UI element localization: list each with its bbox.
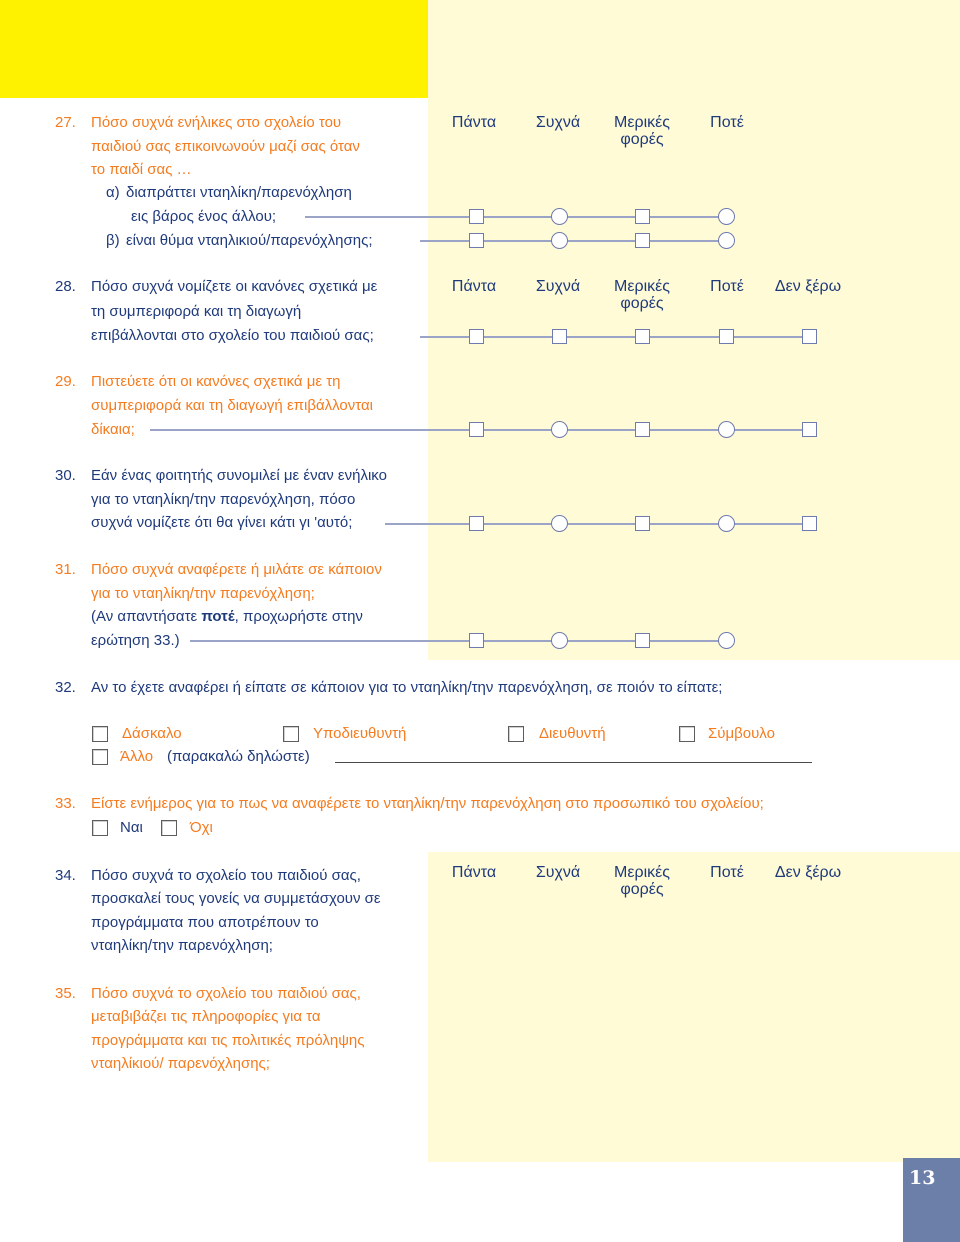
q29-sometimes-box[interactable] (635, 422, 650, 437)
vice-principal-option-label: Υποδιευθυντή (313, 725, 407, 742)
q31-never-circle[interactable] (718, 632, 735, 649)
question-31-skip-note: ερώτηση 33.) (91, 632, 180, 650)
q28-always-box[interactable] (469, 329, 484, 344)
scale-header-always: Πάντα (451, 278, 497, 295)
q27a-often-circle[interactable] (551, 208, 568, 225)
q31-often-circle[interactable] (551, 632, 568, 649)
q29-often-circle[interactable] (551, 421, 568, 438)
answer-leader-line (385, 523, 810, 525)
scale-header-never: Ποτέ (710, 278, 744, 295)
question-35-number: 35. (55, 985, 76, 1002)
question-32-text: Αν το έχετε αναφέρει ή είπατε σε κάποιον για το νταηλίκη/την παρενόχληση, σε ποιόν το είπατε; (91, 679, 723, 696)
q30-dont-know-box[interactable] (802, 516, 817, 531)
question-31-line: για το νταηλίκη/την παρενόχληση; (91, 584, 315, 602)
q27a-always-box[interactable] (469, 209, 484, 224)
question-27-line: παιδιού σας επικοινωνούν μαζί σας όταν (91, 137, 360, 155)
q31-always-box[interactable] (469, 633, 484, 648)
question-35-text (91, 982, 365, 1075)
question-34-line: νταηλίκη/την παρενόχληση; (91, 937, 273, 955)
yes-option-label: Ναι (120, 819, 143, 836)
question-30-line: για το νταηλίκη/την παρενόχληση, πόσο (91, 490, 356, 508)
question-34-text (91, 864, 381, 958)
skip-note-emphasis: ποτέ (201, 608, 235, 626)
teacher-option-label: Δάσκαλο (122, 725, 182, 742)
q27b-sometimes-box[interactable] (635, 233, 650, 248)
scale-header-sometimes-line: φορές (620, 131, 664, 148)
skip-note-text: (Αν απαντήσατε (91, 608, 198, 626)
q30-often-circle[interactable] (551, 515, 568, 532)
scale-header-sometimes (597, 864, 687, 898)
question-28-line: επιβάλλονται στο σχολείο του παιδιού σας; (91, 327, 374, 344)
q28-dont-know-box[interactable] (802, 329, 817, 344)
question-29-line: δίκαια; (91, 421, 135, 438)
scale-header-sometimes-line: Μερικές (614, 864, 670, 881)
principal-checkbox[interactable] (508, 726, 524, 742)
q30-always-box[interactable] (469, 516, 484, 531)
other-checkbox[interactable] (92, 749, 108, 765)
scale-header-sometimes (597, 278, 687, 312)
question-29-text (91, 370, 373, 442)
answer-column-background-top (428, 0, 960, 660)
question-33-number: 33. (55, 795, 76, 812)
question-32-number: 32. (55, 679, 76, 696)
question-35-line: Πόσο συχνά το σχολείο του παιδιού σας, (91, 985, 361, 1002)
scale-header-sometimes (597, 114, 687, 148)
principal-option-label: Διευθυντή (539, 725, 606, 742)
scale-header-dont-know: Δεν ξέρω (774, 864, 842, 881)
question-35-line: νταηλίκιού/ παρενόχλησης; (91, 1054, 270, 1072)
other-specify-hint: (παρακαλώ δηλώστε) (167, 748, 310, 765)
question-27b-text: είναι θύμα νταηλικιού/παρενόχλησης; (126, 232, 373, 249)
question-31-skip-note (91, 605, 382, 629)
answer-leader-line (305, 216, 727, 218)
question-28-number: 28. (55, 278, 76, 295)
q30-sometimes-box[interactable] (635, 516, 650, 531)
question-34-line: προγράμματα που αποτρέπουν το (91, 913, 319, 931)
question-27-line: το παιδί σας … (91, 161, 192, 179)
question-28-line: Πόσο συχνά νομίζετε οι κανόνες σχετικά με (91, 278, 378, 295)
no-option-label: Όχι (190, 819, 213, 836)
question-27a-text: εις βάρος ένος άλλου; (131, 208, 277, 225)
scale-header-never: Ποτέ (710, 114, 744, 131)
question-33-text: Είστε ενήμερος για το πως να αναφέρετε το νταηλίκη/την παρενόχληση στο προσωπικό του σχολείου; (91, 795, 764, 812)
question-35-line: μεταβιβάζει τις πληροφορίες για τα (91, 1008, 321, 1026)
question-30-number: 30. (55, 467, 76, 484)
counselor-checkbox[interactable] (679, 726, 695, 742)
answer-leader-line (420, 240, 727, 242)
question-30-text (91, 464, 387, 535)
teacher-checkbox[interactable] (92, 726, 108, 742)
q31-sometimes-box[interactable] (635, 633, 650, 648)
question-35-line: προγράμματα και τις πολιτικές πρόληψης (91, 1031, 365, 1049)
question-27-text (91, 111, 360, 182)
q28-sometimes-box[interactable] (635, 329, 650, 344)
question-30-line: Εάν ένας φοιτητής συνομιλεί με έναν ενήλικο (91, 467, 387, 484)
top-yellow-banner (0, 0, 428, 98)
q27a-never-circle[interactable] (718, 208, 735, 225)
scale-header-sometimes-line: Μερικές (614, 114, 670, 131)
q27b-often-circle[interactable] (551, 232, 568, 249)
question-29-number: 29. (55, 373, 76, 390)
q27b-always-box[interactable] (469, 233, 484, 248)
counselor-option-label: Σύμβουλο (708, 725, 775, 742)
question-34-number: 34. (55, 867, 76, 884)
scale-header-often: Συχνά (535, 278, 581, 295)
scale-header-sometimes-line: φορές (620, 295, 664, 312)
question-34-line: Πόσο συχνά το σχολείο του παιδιού σας, (91, 867, 361, 884)
q27b-never-circle[interactable] (718, 232, 735, 249)
question-27b-label: β) (106, 232, 120, 249)
scale-header-always: Πάντα (451, 114, 497, 131)
q29-always-box[interactable] (469, 422, 484, 437)
scale-header-dont-know: Δεν ξέρω (774, 278, 842, 295)
question-31-number: 31. (55, 561, 76, 578)
vice-principal-checkbox[interactable] (283, 726, 299, 742)
scale-header-never: Ποτέ (710, 864, 744, 881)
question-27a-text: διαπράττει νταηλίκη/παρενόχληση (126, 184, 352, 201)
scale-header-always: Πάντα (451, 864, 497, 881)
answer-column-background-bottom (428, 852, 960, 1162)
no-checkbox[interactable] (161, 820, 177, 836)
question-31-text (91, 558, 382, 653)
question-34-line: προσκαλεί τους γονείς να συμμετάσχουν σε (91, 890, 381, 908)
q28-never-box[interactable] (719, 329, 734, 344)
other-specify-field[interactable] (335, 762, 812, 763)
question-28-text (91, 275, 377, 349)
scale-header-often: Συχνά (535, 864, 581, 881)
question-27-line: Πόσο συχνά ενήλικες στο σχολείο του (91, 114, 342, 131)
q29-dont-know-box[interactable] (802, 422, 817, 437)
scale-header-often: Συχνά (535, 114, 581, 131)
skip-note-text: , προχωρήστε στην (234, 608, 363, 626)
question-31-line: Πόσο συχνά αναφέρετε ή μιλάτε σε κάποιον (91, 561, 382, 578)
other-option-label: Άλλο (120, 748, 154, 765)
yes-checkbox[interactable] (92, 820, 108, 836)
q28-often-box[interactable] (552, 329, 567, 344)
question-27-number: 27. (55, 114, 76, 131)
question-29-line: συμπεριφορά και τη διαγωγή επιβάλλονται (91, 397, 373, 414)
q29-never-circle[interactable] (718, 421, 735, 438)
question-27a-label: α) (106, 184, 120, 201)
question-30-line: συχνά νομίζετε ότι θα γίνει κάτι γι 'αυτό; (91, 514, 353, 531)
page-number: 13 (909, 1167, 936, 1189)
question-29-line: Πιστεύετε ότι οι κανόνες σχετικά με τη (91, 373, 341, 390)
q27a-sometimes-box[interactable] (635, 209, 650, 224)
question-28-line: τη συμπεριφορά και τη διαγωγή (91, 302, 302, 320)
scale-header-sometimes-line: Μερικές (614, 278, 670, 295)
scale-header-sometimes-line: φορές (620, 881, 664, 898)
q30-never-circle[interactable] (718, 515, 735, 532)
